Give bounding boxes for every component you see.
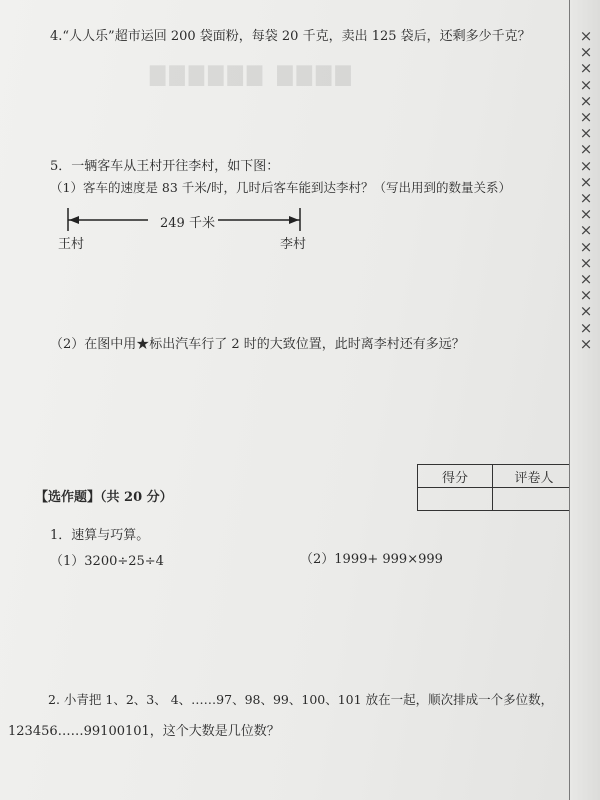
margin-x-mark: × xyxy=(579,189,593,207)
margin-x-mark: × xyxy=(579,205,593,224)
margin-x-mark: × xyxy=(579,59,593,78)
score-table xyxy=(417,464,576,511)
end-village-label: 李村 xyxy=(280,237,307,252)
question-5-title: 5．一辆客车从王村开往李村，如下图： xyxy=(50,159,280,174)
sub-question-1-b: （2）1999+ 999×999 xyxy=(300,552,443,567)
score-cell xyxy=(418,488,493,511)
margin-x-mark: × xyxy=(579,334,593,353)
left-arrowhead xyxy=(69,216,79,224)
distance-label: 249 千米 xyxy=(160,216,215,231)
score-header: 得分 xyxy=(418,465,493,488)
question-5-part-1: （1）客车的速度是 83 千米/时，几时后客车能到达李村？（写出用到的数量关系） xyxy=(50,180,512,195)
margin-x-mark: × xyxy=(579,75,593,94)
sub-question-1-a: （1）3200÷25÷4 xyxy=(50,554,164,569)
sub-question-1-title: 1．速算与巧算。 xyxy=(50,528,150,543)
margin-x-mark: × xyxy=(579,91,593,110)
margin-x-mark: × xyxy=(579,237,593,256)
margin-x-mark: × xyxy=(579,221,593,240)
margin-x-mark: × xyxy=(579,43,593,62)
grader-header: 评卷人 xyxy=(493,465,576,488)
margin-x-mark: × xyxy=(579,302,593,321)
right-arrowhead xyxy=(289,216,299,224)
margin-x-mark: × xyxy=(579,27,593,45)
sub-question-2-line-1: 2. 小青把 1、2、3、 4、……97、98、99、100、101 放在一起，顺次排成一个多位数， xyxy=(48,692,554,707)
margin-x-mark: × xyxy=(579,253,593,272)
margin-x-mark: × xyxy=(579,124,593,143)
margin-x-mark: × xyxy=(579,172,593,191)
optional-section-title: 【选作题】（共 20 分） xyxy=(35,490,173,505)
margin-x-mark: × xyxy=(579,270,593,288)
bleed-through-text: ▇▇▇▇▇▇ ▇▇▇▇ xyxy=(150,62,355,86)
start-village-label: 王村 xyxy=(58,237,85,252)
grader-cell xyxy=(493,488,576,511)
question-5-part-2: （2）在图中用★标出汽车行了 2 时的大致位置，此时离李村还有多远？ xyxy=(50,337,465,352)
question-4: 4.“人人乐”超市运回 200 袋面粉，每袋 20 千克，卖出 125 袋后，还剩多少千克？ xyxy=(50,29,531,44)
margin-x-mark: × xyxy=(579,140,593,159)
margin-x-mark: × xyxy=(579,156,593,175)
sub-question-2-line-2: 123456……99100101，这个大数是几位数？ xyxy=(8,724,280,739)
margin-x-mark: × xyxy=(579,108,593,126)
margin-x-mark: × xyxy=(579,286,593,305)
margin-x-mark: × xyxy=(579,318,593,337)
